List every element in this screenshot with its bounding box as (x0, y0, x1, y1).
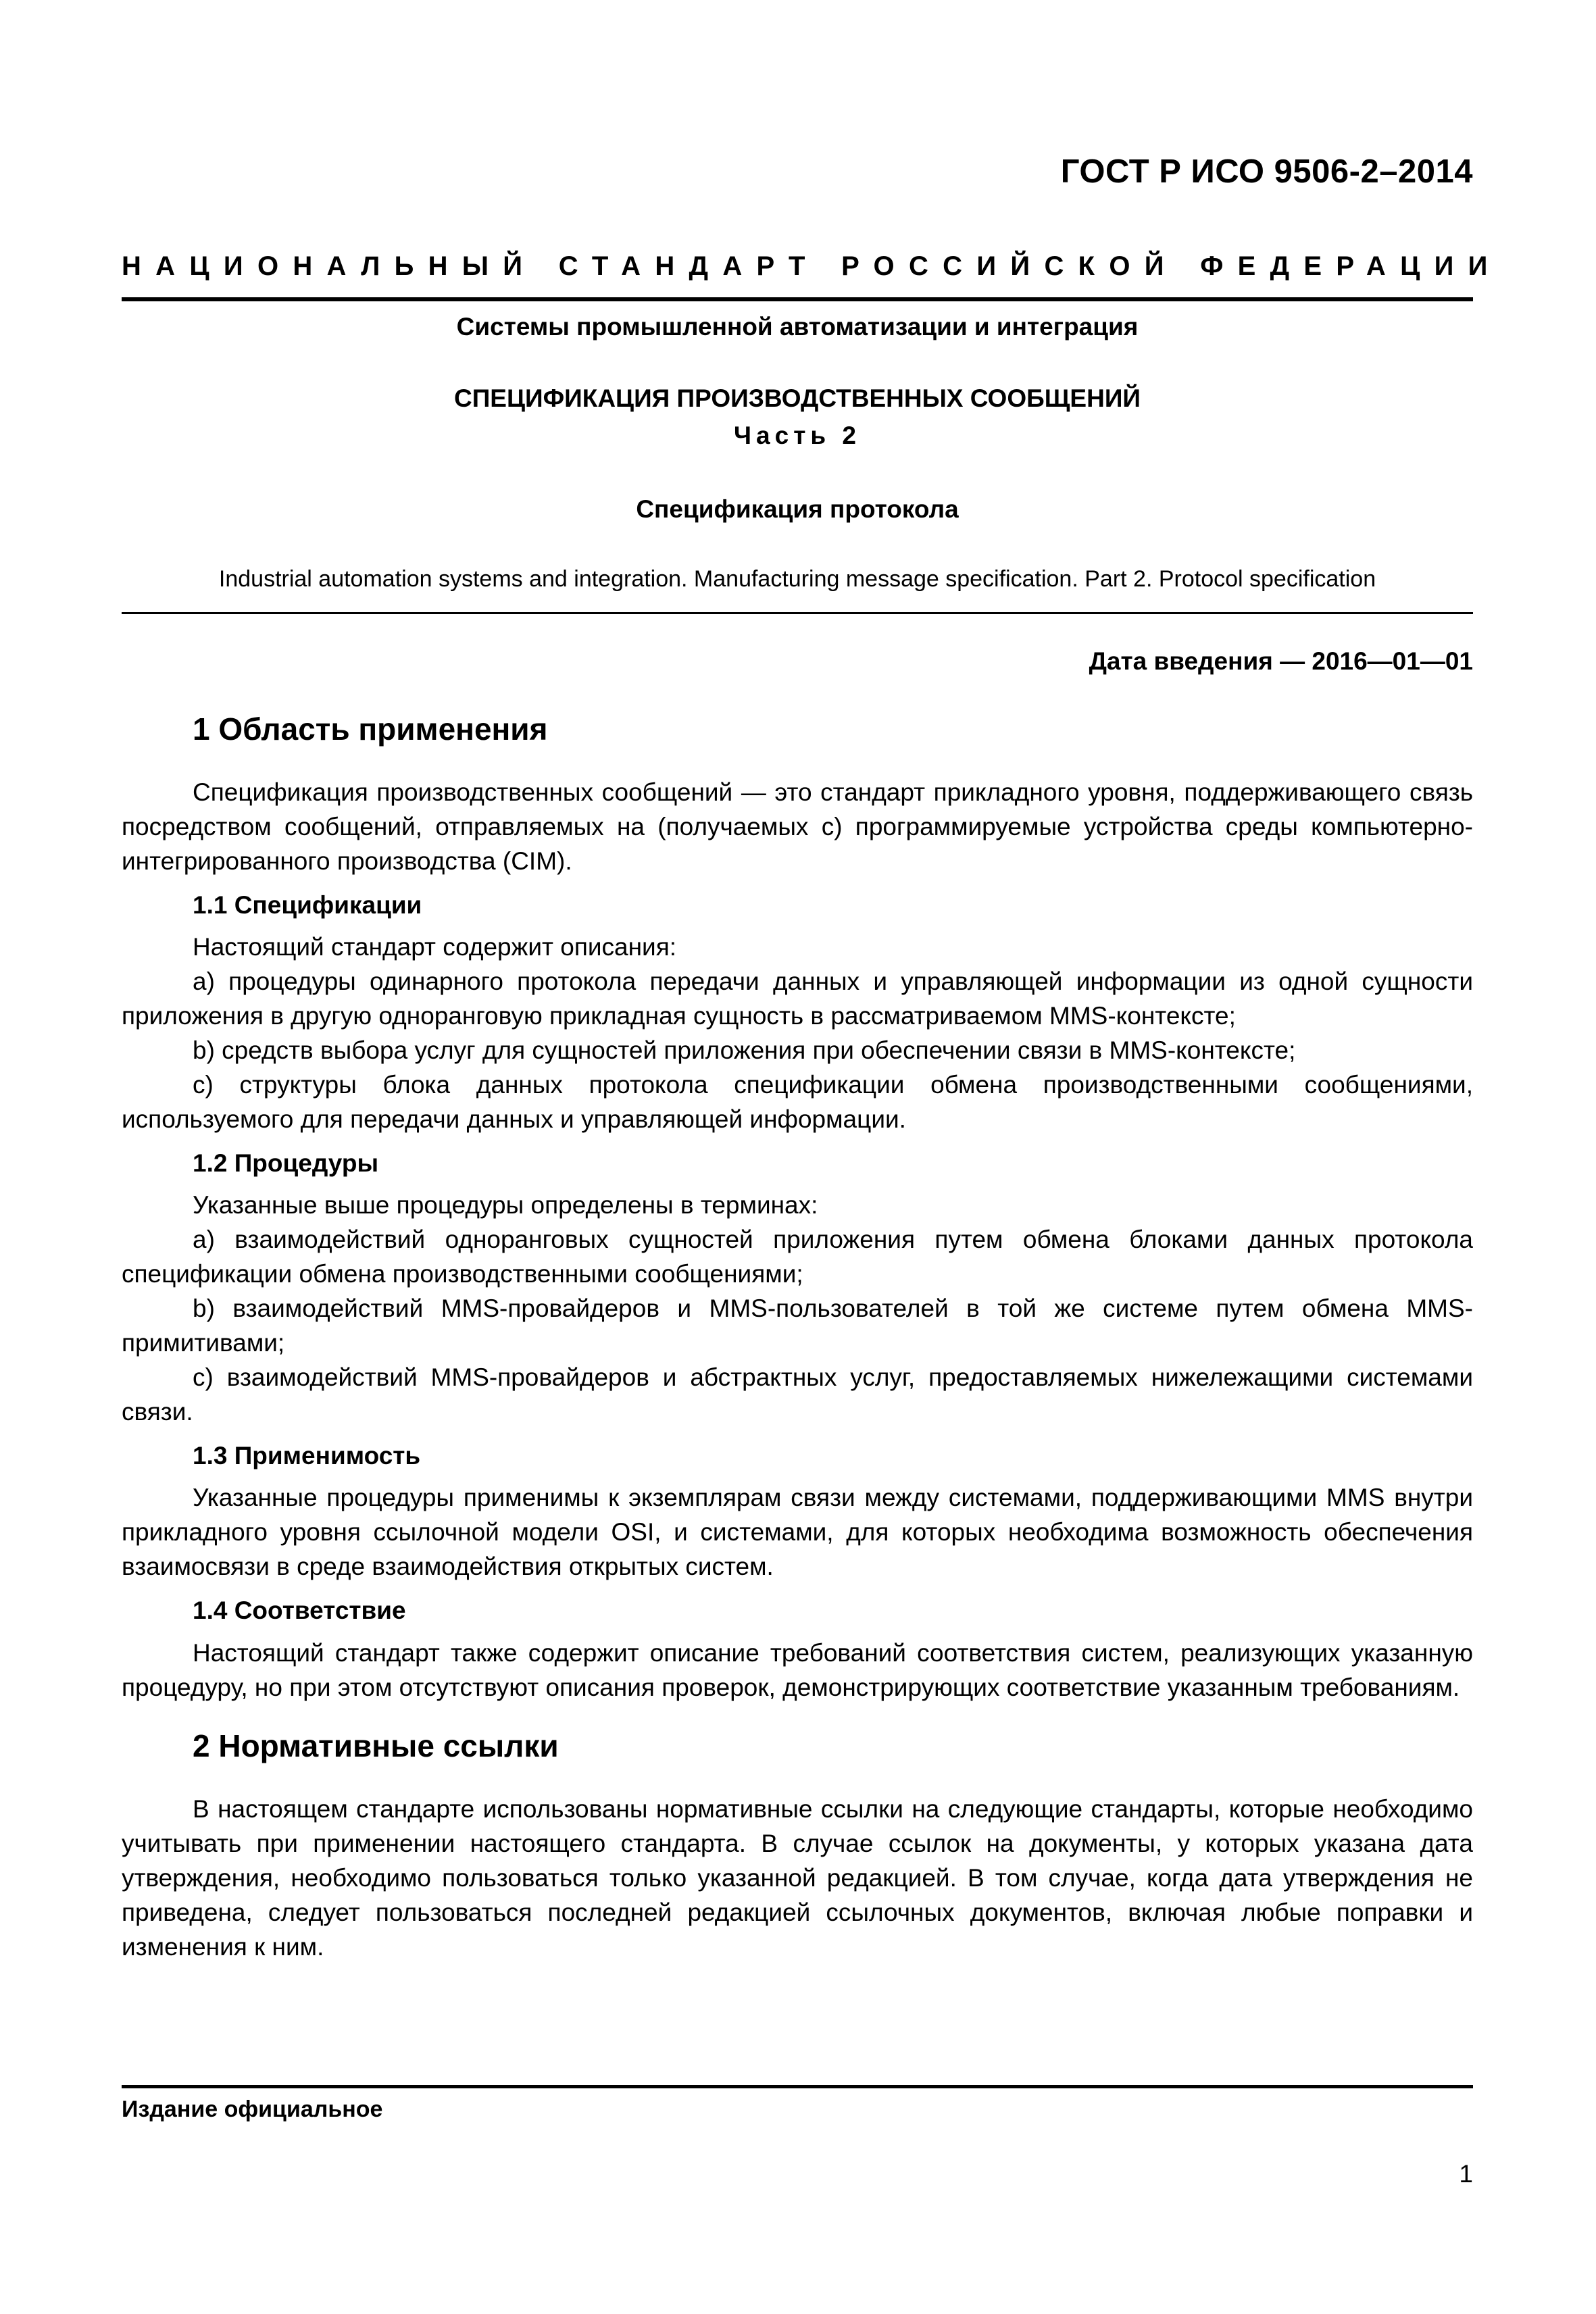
section-1-3-text: Указанные процедуры применимы к экземплярам связи между системами, поддерживающими MMS внутри прикладного уровня ссылочной модели OSI, и системами, для которых необходима возможность обеспечения взаимосвязи в среде взаимодействия открытых систем. (122, 1484, 1473, 1581)
part-label: Часть 2 (734, 422, 861, 449)
document-body (122, 711, 1473, 1964)
section-1-4-text: Настоящий стандарт также содержит описание требований соответствия систем, реализующих указанную процедуру, но при этом отсутствуют описания проверок, демонстрирующих соответствие указанным требованиям. (122, 1638, 1473, 1701)
header-rule (122, 297, 1473, 301)
section-1-1-item-c: с) структуры блока данных протокола спецификации обмена производственными сообщениями, используемого для передачи данных и управляющей информации. (122, 1071, 1473, 1134)
effective-date: Дата введения — 2016—01—01 (1089, 647, 1473, 675)
section-1-2-heading: 1.2 Процедуры (193, 1149, 379, 1178)
page-number: 1 (1459, 2160, 1473, 2188)
section-1-3-heading: 1.3 Применимость (193, 1442, 421, 1470)
section-1-1-item-a: а) процедуры одинарного протокола передачи данных и управляющей информации из одной сущности приложения в другую одноранговую прикладная сущность в рассматриваемом MMS-контексте; (122, 967, 1473, 1030)
section-1-heading: 1 Область применения (193, 711, 548, 747)
english-title: Industrial automation systems and integration. Manufacturing message specification. Part 2. Protocol specification (218, 566, 1376, 592)
section-1-2-lead: Указанные выше процедуры определены в терминах: (193, 1191, 818, 1219)
section-1-1-item-b: b) средств выбора услуг для сущностей приложения при обеспечении связи в MMS-контексте; (193, 1036, 1296, 1065)
section-2-heading: 2 Нормативные ссылки (193, 1728, 559, 1763)
edition-label: Издание официальное (122, 2096, 383, 2122)
section-1-intro: Спецификация производственных сообщений — это стандарт прикладного уровня, поддерживающего связь посредством сообщений, отправляемых на (получаемых с) программируемые устройства среды компьютерно-интегрированного производства (CIM). (122, 778, 1473, 876)
document-number: ГОСТ Р ИСО 9506-2–2014 (1060, 153, 1473, 190)
section-1-2-item-a: а) взаимодействий одноранговых сущностей приложения путем обмена блоками данных протокола спецификации обмена производственными сообщениями; (122, 1226, 1473, 1288)
section-1-1-heading: 1.1 Спецификации (193, 891, 422, 920)
section-1-4-heading: 1.4 Соответствие (193, 1596, 406, 1625)
section-1-2-item-b: b) взаимодействий MMS-провайдеров и MMS-пользователей в той же системе путем обмена MMS-примитивами; (122, 1294, 1473, 1357)
footer-rule (122, 2085, 1473, 2088)
specification-title: Спецификация протокола (636, 495, 959, 523)
title-rule (122, 612, 1473, 614)
section-spacer (122, 1705, 1473, 1728)
document-subtitle: Системы промышленной автоматизации и интеграция (456, 313, 1139, 341)
section-2-text: В настоящем стандарте использованы нормативные ссылки на следующие стандарты, которые необходимо учитывать при применении настоящего стандарта. В случае ссылок на документы, у которых указана дата утверждения, необходимо пользоваться только указанной редакцией. В том случае, когда дата утверждения не приведена, следует пользоваться последней редакцией ссылочных документов, включая любые поправки и изменения к ним. (122, 1794, 1473, 1961)
national-standard-heading: НАЦИОНАЛЬНЫЙ СТАНДАРТ РОССИЙСКОЙ ФЕДЕРАЦИИ (122, 251, 1502, 281)
document-title: СПЕЦИФИКАЦИЯ ПРОИЗВОДСТВЕННЫХ СООБЩЕНИЙ (453, 384, 1141, 412)
section-1-2-item-c: с) взаимодействий MMS-провайдеров и абстрактных услуг, предоставляемых нижележащими системами связи. (122, 1363, 1473, 1426)
section-1-1-lead: Настоящий стандарт содержит описания: (193, 933, 677, 961)
